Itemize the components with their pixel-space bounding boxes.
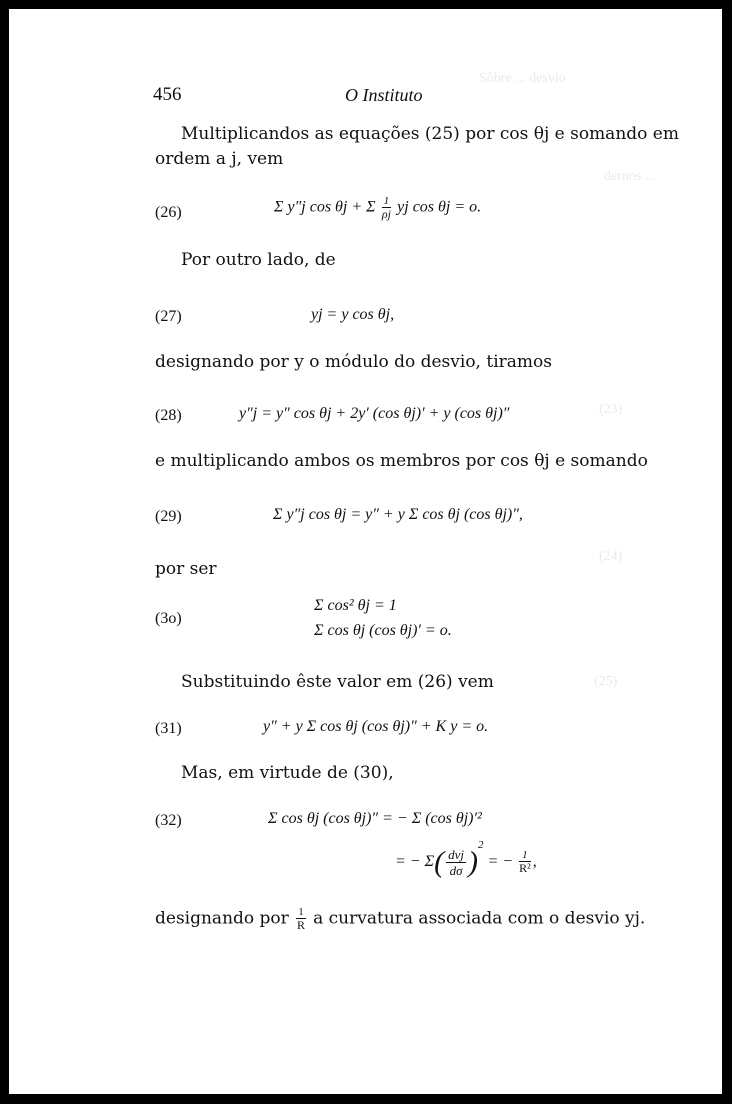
exponent: 2 — [478, 839, 484, 851]
equation-number: (28) — [155, 407, 182, 424]
fraction-denominator: R² — [519, 861, 531, 876]
fraction — [519, 849, 531, 875]
equation-27: yj = y cos θj, — [311, 306, 395, 323]
fraction-numerator: 1 — [519, 849, 531, 862]
equation-31: y″ + y Σ cos θj (cos θj)″ + K y = o. — [263, 718, 489, 735]
show-through-text: (23) — [599, 402, 623, 417]
fraction-denominator: ρj — [381, 207, 391, 221]
fraction-numerator: 1 — [383, 195, 390, 207]
paragraph-line: ordem a j, vem — [155, 149, 284, 169]
book-page — [9, 9, 722, 1094]
fraction — [382, 195, 392, 221]
equation-number: (26) — [155, 204, 182, 221]
right-paren: ) — [468, 845, 478, 879]
show-through-text: Sôbre ... desvio — [479, 71, 566, 86]
equation-part: = − — [487, 853, 514, 870]
equation-30-line1: Σ cos² θj = 1 — [314, 597, 397, 614]
inline-fraction — [296, 906, 306, 932]
equation-part: yj cos θj = o. — [397, 198, 482, 216]
equation-number: (27) — [155, 308, 182, 325]
equation-part: Σ y″j cos θj + Σ — [274, 198, 376, 216]
paragraph-text: a curvatura associada com o desvio yj. — [313, 908, 646, 929]
paragraph-line: Por outro lado, de — [181, 250, 336, 270]
equation-32-line1: Σ cos θj (cos θj)″ = − Σ (cos θj)′² — [268, 810, 482, 827]
equation-part: , — [532, 853, 537, 870]
left-paren: ( — [434, 845, 445, 879]
show-through-text: dernos ... — [604, 169, 656, 184]
paragraph-line: Mas, em virtude de (30), — [181, 763, 394, 783]
equation-number: (31) — [155, 720, 182, 737]
paragraph-line: e multiplicando ambos os membros por cos θj e somando — [155, 451, 648, 471]
page-number: 456 — [153, 84, 182, 105]
equation-32-line2 — [395, 839, 537, 878]
fraction-numerator: 1 — [298, 906, 304, 918]
paragraph-line: Substituindo êste valor em (26) vem — [181, 672, 494, 692]
paragraph-line — [155, 906, 645, 932]
equation-29: Σ y″j cos θj = y″ + y Σ cos θj (cos θj)″, — [273, 506, 523, 523]
fraction-denominator: R — [296, 918, 305, 932]
fraction-denominator: dσ — [449, 862, 463, 878]
paragraph-line: Multiplicandos as equações (25) por cos θj e somando em — [181, 124, 679, 144]
equation-30-line2: Σ cos θj (cos θj)′ = o. — [314, 622, 452, 639]
fraction — [446, 847, 466, 878]
paragraph-line: por ser — [155, 559, 217, 579]
equation-number: (29) — [155, 508, 182, 525]
equation-number: (3o) — [155, 610, 182, 627]
equation-28: y″j = y″ cos θj + 2y′ (cos θj)′ + y (cos θj)″ — [239, 405, 510, 422]
paragraph-line: designando por y o módulo do desvio, tiramos — [155, 352, 552, 372]
fraction-numerator: dvj — [448, 846, 464, 862]
equation-26 — [274, 195, 481, 221]
show-through-text: (25) — [594, 674, 618, 689]
equation-part: = − Σ — [395, 853, 435, 870]
paragraph-text: designando por — [155, 908, 289, 929]
running-title: O Instituto — [345, 85, 423, 105]
show-through-text: (24) — [599, 549, 623, 564]
equation-number: (32) — [155, 812, 182, 829]
